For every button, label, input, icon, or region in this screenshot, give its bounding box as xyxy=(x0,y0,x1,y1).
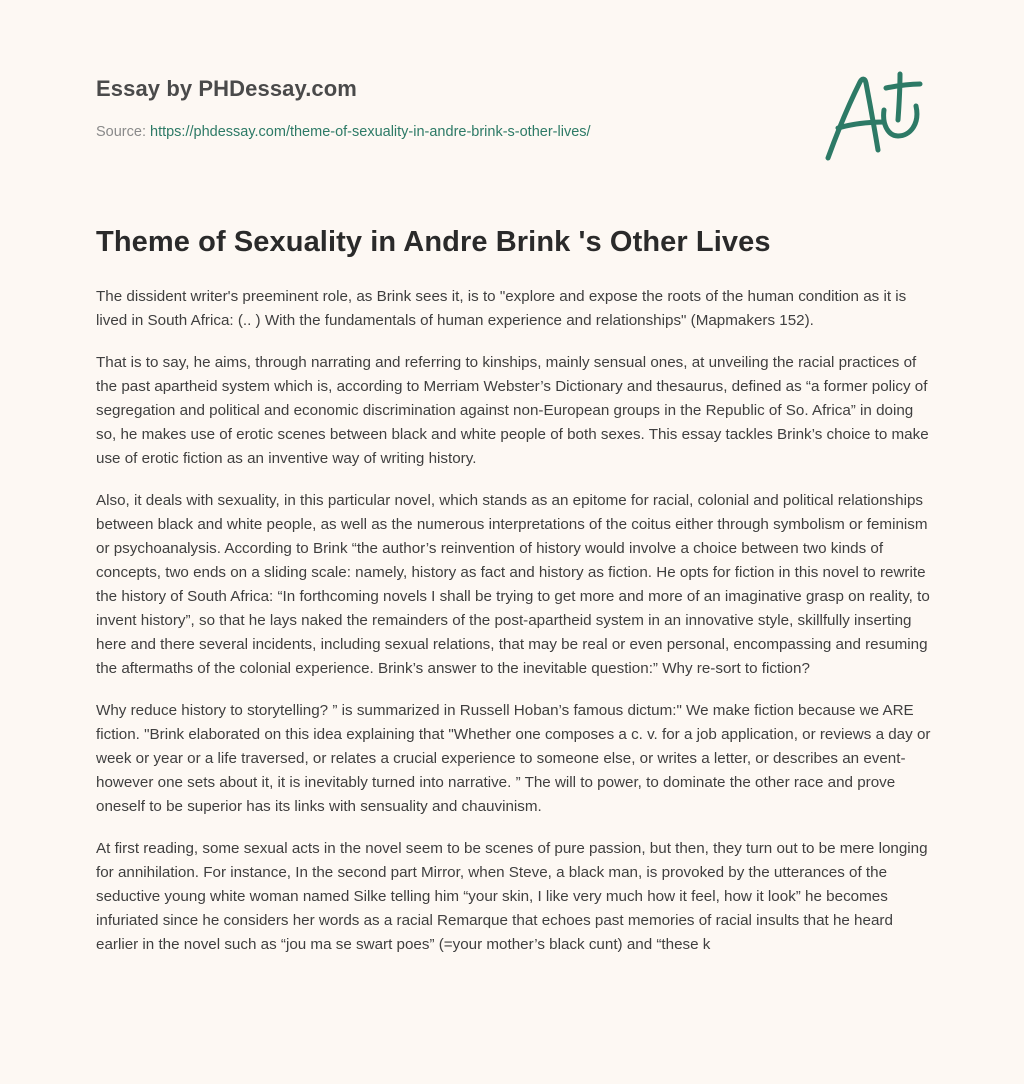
a-plus-logo-icon xyxy=(820,66,930,166)
paragraph: That is to say, he aims, through narrating and referring to kinships, mainly sensual ones, at unveiling the racial practices of the past apartheid system which is, according to Merriam Webster’s Dictionary and thesaurus, defined as “a former policy of segregation and political and economic discrimination against non-European groups in the Republic of So. Africa” in doing so, he makes use of erotic scenes between black and white people of both sexes. This essay tackles Brink’s choice to make use of erotic fiction as an inventive way of writing history. xyxy=(96,354,929,467)
essay-body xyxy=(96,285,936,975)
source-line xyxy=(96,124,796,140)
a-plus-logo xyxy=(820,66,930,166)
paragraph: The dissident writer's preeminent role, as Brink sees it, is to "explore and expose the roots of the human condition as it is lived in South Africa: (.. ) With the fundamentals of human experience and relationships" (Mapmakers 152). xyxy=(96,288,907,329)
essay-header xyxy=(96,76,796,140)
source-label: Source: xyxy=(96,124,150,140)
paragraph: At first reading, some sexual acts in the novel seem to be scenes of pure passion, but then, they turn out to be mere longing for annihilation. For instance, In the second part Mirror, when Steve, a black man, is provoked by the utterances of the seductive young white woman named Silke telling him “your skin, I like very much how it feel, how it look” he becomes infuriated since he considers her words as a racial Remarque that echoes past memories of racial insults that he heard earlier in the novel such as “jou ma se swart poes” (=your mother’s black cunt) and “these k xyxy=(96,840,928,953)
brand-title: Essay by PHDessay.com xyxy=(96,76,357,101)
essay-title: Theme of Sexuality in Andre Brink 's Other Lives xyxy=(96,226,771,258)
source-link[interactable]: https://phdessay.com/theme-of-sexuality-in-andre-brink-s-other-lives/ xyxy=(150,124,591,140)
paragraph: Also, it deals with sexuality, in this particular novel, which stands as an epitome for racial, colonial and political relationships between black and white people, as well as the numerous interpretations of the coitus either through symbolism or feminism or psychoanalysis. According to Brink “the author’s reinvention of history would involve a choice between two kinds of concepts, two ends on a sliding scale: namely, history as fact and history as fiction. He opts for fiction in this novel to rewrite the history of South Africa: “In forthcoming novels I shall be trying to get more and more of an imaginative grasp on reality, to invent history”, so that he lays naked the remainders of the post-apartheid system in an innovative style, skillfully inserting here and there several incidents, including sexual relations, that may be real or even personal, encompassing and resuming the aftermaths of the colonial experience. Brink’s answer to the inevitable question:” Why re-sort to fiction? xyxy=(96,492,930,677)
paragraph: Why reduce history to storytelling? ” is summarized in Russell Hoban’s famous dictum:" We make fiction because we ARE fiction. "Brink elaborated on this idea explaining that "Whether one composes a c. v. for a job application, or reviews a day or week or year or a life traversed, or relates a crucial experience to someone else, or writes a letter, or describes an event-however one sets about it, it is inevitably turned into narrative. ” The will to power, to dominate the other race and prove oneself to be superior has its links with sensuality and chauvinism. xyxy=(96,702,931,815)
